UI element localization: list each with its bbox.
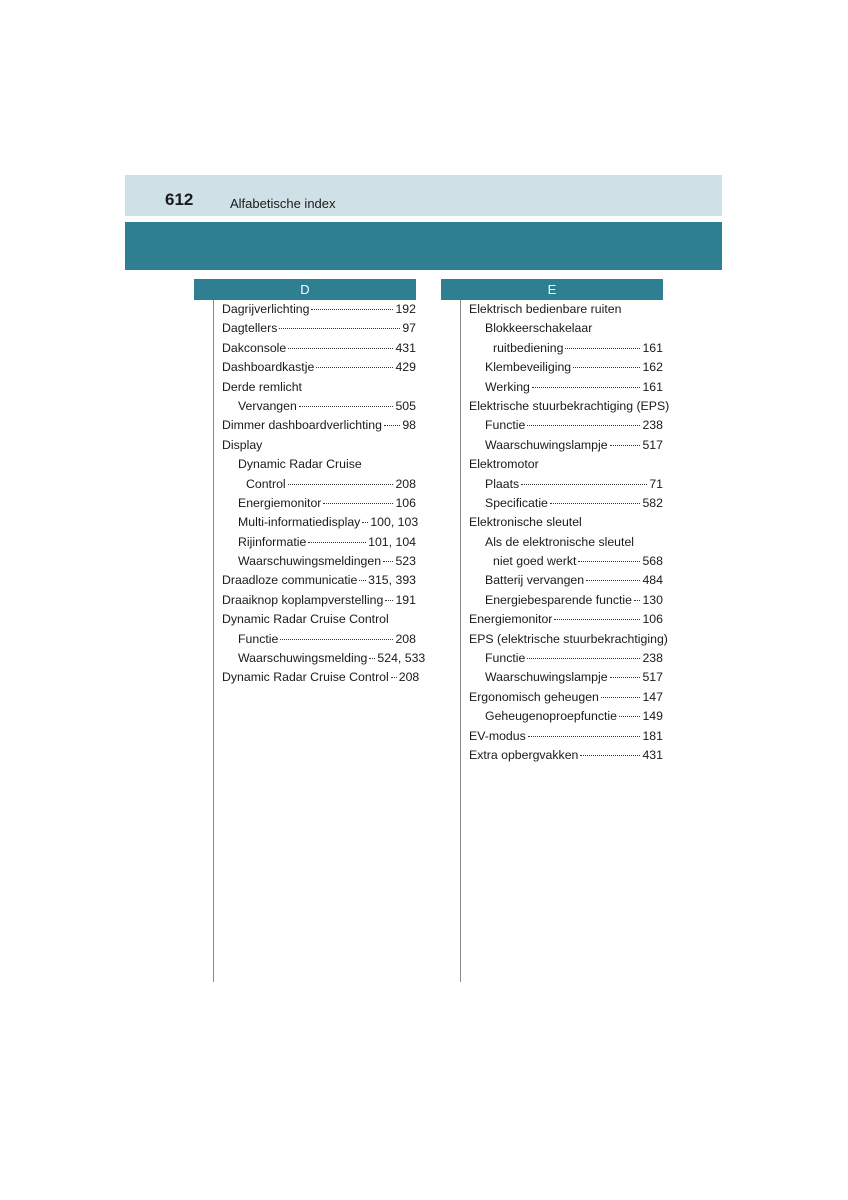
page-title: Alfabetische index — [230, 196, 336, 211]
index-entry — [222, 571, 416, 590]
index-entry-term: Multi-informatiedisplay — [238, 515, 361, 530]
index-entry-term: Vervangen — [238, 398, 297, 413]
index-entry-term: Dynamic Radar Cruise Control — [222, 670, 389, 685]
header-accent-bar — [125, 222, 722, 270]
index-entry — [469, 552, 663, 571]
dot-leader — [601, 697, 641, 698]
index-entry — [469, 339, 663, 358]
index-entry-term: Energiemonitor — [469, 612, 553, 627]
index-entry-page-ref: 484 — [642, 573, 663, 588]
dot-leader — [369, 658, 375, 659]
index-entry-page-ref: 98 — [402, 418, 416, 433]
index-entry-term: Batterij vervangen — [485, 573, 585, 588]
index-entry-page-ref: 147 — [642, 689, 663, 704]
index-entry-page-ref: 208 — [395, 476, 416, 491]
index-entry-term: Blokkeerschakelaar — [485, 321, 593, 336]
index-entry-page-ref: 97 — [402, 321, 416, 336]
index-entry — [469, 571, 663, 590]
index-entry — [222, 378, 416, 397]
dot-leader — [550, 503, 641, 504]
index-entry — [222, 339, 416, 358]
index-entry-term: Elektronische sleutel — [469, 515, 582, 530]
index-entry — [469, 533, 663, 552]
index-entry — [222, 668, 420, 687]
index-entry-page-ref: 517 — [642, 437, 663, 452]
dot-leader — [279, 328, 400, 329]
index-entry-page-ref: 192 — [395, 302, 416, 316]
index-entry-term: Elektrische stuurbekrachtiging (EPS) — [469, 398, 670, 413]
dot-leader — [610, 677, 641, 678]
index-entry — [222, 552, 416, 571]
dot-leader — [521, 484, 647, 485]
dot-leader — [578, 561, 640, 562]
index-entry — [469, 378, 663, 397]
index-entry — [222, 397, 416, 416]
index-entry-page-ref: 431 — [642, 747, 663, 762]
column-divider — [460, 300, 461, 982]
index-entry-page-ref: 181 — [642, 728, 663, 743]
index-entry — [469, 436, 663, 455]
index-entry-page-ref: 101, 104 — [368, 534, 416, 549]
dot-leader — [527, 425, 640, 426]
index-entry-page-ref: 149 — [642, 709, 663, 724]
index-entry-term: Dimmer dashboardverlichting — [222, 418, 382, 433]
index-entry — [469, 707, 663, 726]
dot-leader — [391, 677, 397, 678]
index-entry-term: Extra opbergvakken — [469, 747, 579, 762]
column-divider — [213, 300, 214, 982]
index-entry-term: Functie — [238, 631, 279, 646]
index-entry-term: Rijinformatie — [238, 534, 307, 549]
index-entry-page-ref: 523 — [395, 554, 416, 569]
index-entry — [469, 494, 663, 513]
dot-leader — [359, 580, 366, 581]
dot-leader — [288, 484, 394, 485]
index-entry-page-ref: 238 — [642, 651, 663, 666]
index-entry-term: Elektrisch bedienbare ruiten — [469, 302, 622, 316]
index-entry-term: ruitbediening — [493, 340, 564, 355]
column-letter-heading: D — [194, 279, 416, 300]
index-entry-page-ref: 568 — [642, 554, 663, 569]
index-entry-page-ref: 238 — [642, 418, 663, 433]
index-entry-term: Specificatie — [485, 495, 548, 510]
index-entry — [469, 416, 663, 435]
index-entry-term: Draadloze communicatie — [222, 573, 358, 588]
index-entry-page-ref: 582 — [642, 495, 663, 510]
index-entry — [222, 319, 416, 338]
dot-leader — [316, 367, 393, 368]
index-entry — [469, 668, 663, 687]
index-entry — [469, 475, 663, 494]
dot-leader — [308, 542, 366, 543]
index-entry — [222, 591, 416, 610]
dot-leader — [532, 387, 641, 388]
index-entry-page-ref: 71 — [649, 476, 663, 491]
index-entry — [469, 649, 663, 668]
index-list — [469, 300, 670, 765]
index-entry-term: Draaiknop koplampverstelling — [222, 592, 384, 607]
index-entry — [222, 513, 419, 532]
index-entry — [222, 416, 416, 435]
index-entry-term: Dakconsole — [222, 340, 287, 355]
index-entry — [222, 649, 426, 668]
index-entry — [222, 300, 416, 319]
index-entry-term: Energiemonitor — [238, 495, 322, 510]
header-band — [125, 175, 722, 216]
index-entry-term: Ergonomisch geheugen — [469, 689, 599, 704]
index-entry-term: Functie — [485, 418, 526, 433]
index-entry-page-ref: 130 — [642, 592, 663, 607]
dot-leader — [610, 445, 641, 446]
index-entry-page-ref: 431 — [395, 340, 416, 355]
index-entry — [222, 475, 416, 494]
index-entry-term: Display — [222, 437, 263, 452]
index-entry-page-ref: 208 — [395, 631, 416, 646]
index-entry-page-ref: 315, 393 — [368, 573, 416, 588]
index-entry-page-ref: 524, 533 — [377, 651, 426, 666]
dot-leader — [384, 425, 400, 426]
index-entry-page-ref: 106 — [395, 495, 416, 510]
index-entry-term: Waarschuwingsmelding — [238, 651, 368, 666]
index-entry — [222, 610, 416, 629]
index-entry — [469, 300, 663, 319]
index-entry-page-ref: 161 — [642, 340, 663, 355]
index-entry — [222, 630, 416, 649]
index-entry — [222, 358, 416, 377]
index-entry — [222, 494, 416, 513]
index-entry-page-ref: 429 — [395, 360, 416, 375]
dot-leader — [580, 755, 640, 756]
index-entry-term: Energiebesparende functie — [485, 592, 632, 607]
index-entry — [469, 591, 663, 610]
index-column-e — [441, 279, 670, 765]
index-entry-term: EV-modus — [469, 728, 526, 743]
index-entry-term: Waarschuwingsmeldingen — [238, 554, 382, 569]
dot-leader — [586, 580, 640, 581]
index-entry-page-ref: 505 — [395, 398, 416, 413]
dot-leader — [288, 348, 393, 349]
index-entry — [469, 358, 663, 377]
dot-leader — [573, 367, 640, 368]
index-entry-term: Dashboardkastje — [222, 360, 315, 375]
index-entry-term: Derde remlicht — [222, 379, 302, 394]
dot-leader — [554, 619, 640, 620]
index-entry — [222, 455, 416, 474]
dot-leader — [311, 309, 393, 310]
index-entry-page-ref: 100, 103 — [370, 515, 419, 530]
index-entry-page-ref: 208 — [398, 670, 420, 685]
dot-leader — [383, 561, 393, 562]
index-entry-page-ref: 191 — [395, 592, 416, 607]
page-number: 612 — [165, 190, 194, 209]
dot-leader — [323, 503, 393, 504]
dot-leader — [299, 406, 394, 407]
index-entry-term: Dynamic Radar Cruise Control — [222, 612, 389, 627]
index-entry-term: Dagrijverlichting — [222, 302, 310, 316]
index-entry-term: Waarschuwingslampje — [485, 437, 608, 452]
index-entry-page-ref: 106 — [642, 612, 663, 627]
dot-leader — [528, 736, 641, 737]
index-entry-term: Control — [246, 476, 286, 491]
dot-leader — [385, 600, 393, 601]
index-entry — [469, 630, 668, 649]
index-entry — [469, 746, 663, 765]
index-entry — [222, 533, 416, 552]
index-entry-term: Dynamic Radar Cruise — [238, 457, 362, 472]
index-entry-term: Plaats — [485, 476, 520, 491]
index-entry — [222, 436, 416, 455]
index-entry-page-ref: 517 — [642, 670, 663, 685]
index-entry-page-ref: 162 — [642, 360, 663, 375]
dot-leader — [619, 716, 641, 717]
index-entry — [469, 513, 663, 532]
index-entry-page-ref: 161 — [642, 379, 663, 394]
column-letter-heading: E — [441, 279, 663, 300]
dot-leader — [565, 348, 640, 349]
index-entry-term: Waarschuwingslampje — [485, 670, 608, 685]
index-entry — [469, 727, 663, 746]
index-entry — [469, 397, 670, 416]
index-list — [222, 300, 426, 688]
index-entry-term: Als de elektronische sleutel — [485, 534, 635, 549]
index-entry-term: niet goed werkt — [493, 554, 577, 569]
index-entry-term: Dagtellers — [222, 321, 278, 336]
index-entry-term: Geheugenoproepfunctie — [485, 709, 617, 724]
index-column-d — [194, 279, 426, 688]
index-entry-term: Elektromotor — [469, 457, 539, 472]
index-entry — [469, 319, 663, 338]
dot-leader — [362, 522, 368, 523]
index-entry — [469, 610, 663, 629]
dot-leader — [527, 658, 640, 659]
index-entry-term: Functie — [485, 651, 526, 666]
index-entry-term: EPS (elektrische stuurbekrachtiging) — [469, 631, 668, 646]
dot-leader — [280, 639, 393, 640]
dot-leader — [634, 600, 640, 601]
index-entry — [469, 455, 663, 474]
index-entry-term: Werking — [485, 379, 530, 394]
index-entry — [469, 688, 663, 707]
index-entry-term: Klembeveiliging — [485, 360, 572, 375]
